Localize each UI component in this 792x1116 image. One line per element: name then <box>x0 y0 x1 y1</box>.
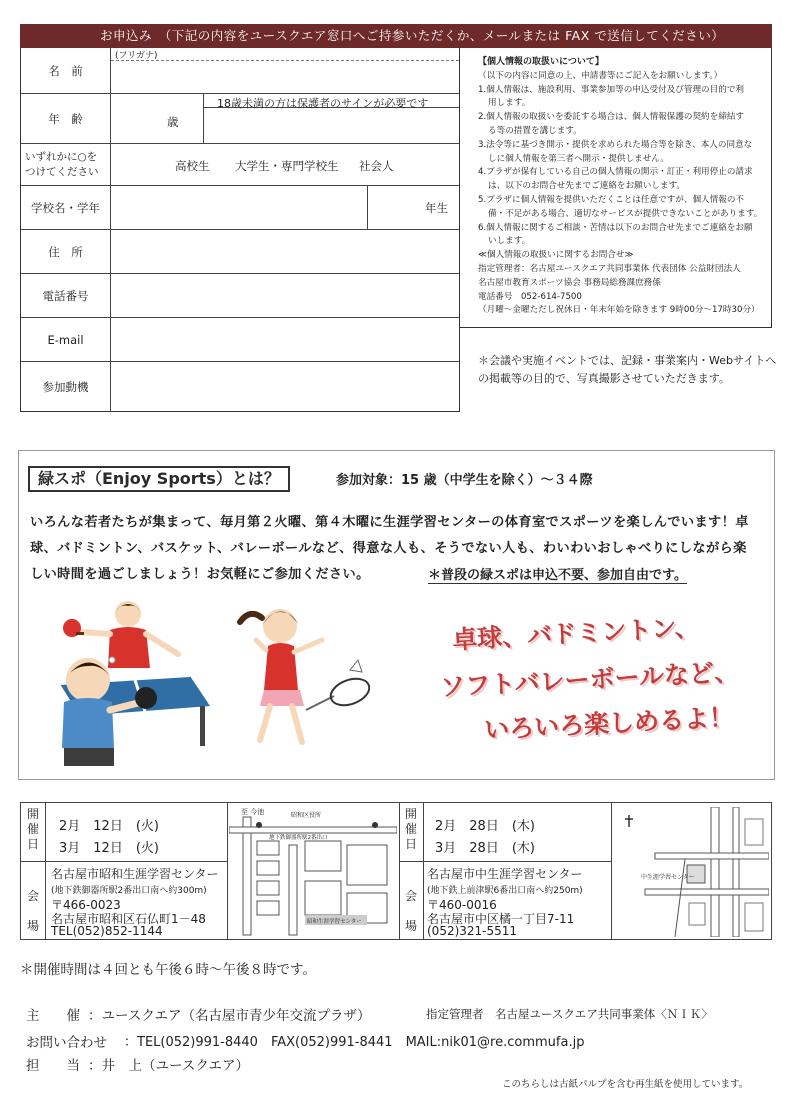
left-venue-zip: 〒466-0023 <box>51 898 121 912</box>
sports-target: 参加対象：15 歳（中学生を除く）～３４際 <box>336 473 593 488</box>
email-label: E-mail <box>21 318 111 361</box>
privacy-item: る等の措置を講じます。 <box>488 125 582 136</box>
manager-text: 指定管理者 名古屋ユースクエア共同事業体〈ＮＩＫ〉 <box>426 1007 713 1021</box>
privacy-item: しに個人情報を第三者へ開示・提供しません。 <box>488 153 669 164</box>
date-label: 開 催 日 <box>26 807 39 851</box>
status-option-worker[interactable]: 社会人 <box>359 159 394 173</box>
contact-label: お問い合わせ <box>26 1035 107 1051</box>
time-note: ＊開催時間は４回とも午後６時～午後８時です。 <box>20 962 316 978</box>
motive-label: 参加動機 <box>21 362 111 411</box>
guardian-signature-area[interactable] <box>204 109 459 143</box>
status-row <box>21 144 459 186</box>
privacy-notice <box>478 56 778 318</box>
right-venue-name: 名古屋市中生涯学習センター <box>427 867 583 881</box>
guardian-note: 18歳未満の方は保護者のサインが必要です <box>217 97 429 110</box>
left-venue-tel: TEL(052)852-1144 <box>51 924 163 938</box>
status-option-university[interactable]: 大学生・専門学校生 <box>235 159 339 173</box>
email-input-area[interactable] <box>111 318 459 361</box>
left-venue-map <box>229 805 397 939</box>
right-venue-map <box>615 807 769 937</box>
privacy-item: 5.プラザに個人情報を提供いただくことは任意ですが、個人情報の不 <box>478 194 745 205</box>
privacy-contact-title: ≪個人情報の取扱いに関するお問合せ≫ <box>478 250 634 261</box>
catchphrase-line: ソフトバレーボールなど、 <box>439 657 740 702</box>
sports-title: 緑スポ（Enjoy Sports）とは？ <box>28 466 290 492</box>
left-venue-name: 名古屋市昭和生涯学習センター <box>51 867 219 881</box>
privacy-contact-line: 指定管理者：名古屋ユースクエア共同事業体 代表団体 公益財団法人 <box>478 263 741 274</box>
privacy-item: 4.プラザが保有している自己の個人情報の開示・訂正・利用停止の請求 <box>478 167 753 178</box>
staff-label: 担 当 <box>26 1058 80 1074</box>
venue-label: 会 場 <box>26 889 39 933</box>
motive-row <box>21 362 459 411</box>
grade-unit: 年生 <box>425 201 448 215</box>
age-label: 年 齢 <box>21 94 111 143</box>
privacy-item: 用します。 <box>488 98 531 109</box>
left-venue-address: 名古屋市昭和区石仏町1－48 <box>51 912 206 926</box>
school-row <box>21 186 459 230</box>
privacy-item: 2.個人情報の取扱いを委託する場合は、個人情報保護の契約を締結す <box>478 112 745 123</box>
address-input-area[interactable] <box>111 230 459 273</box>
privacy-item: 1.個人情報は、施設利用、事業参加等の申込受付及び管理の目的で利 <box>478 84 745 95</box>
sports-free-note: ＊普段の緑スポは申込不要、参加自由です。 <box>428 564 687 584</box>
schedule-table <box>20 802 772 940</box>
privacy-contact-line: 電話番号 052-614-7500 <box>478 291 582 302</box>
host-label: 主 催 <box>26 1008 80 1024</box>
phone-input-area[interactable] <box>111 274 459 317</box>
catchphrase-line: いろいろ楽しめるよ！ <box>483 702 735 745</box>
privacy-item: 3.法令等に基づき開示・提供を求められた場合等を除き、本人の同意な <box>478 139 753 150</box>
status-option-highschool[interactable]: 高校生 <box>175 159 210 173</box>
privacy-intro: （以下の内容に同意の上、申請書等にご記入をお願いします。） <box>478 70 723 81</box>
staff-text: ：井 上（ユースクエア） <box>88 1058 250 1074</box>
contact-text: ：TEL(052)991-8440 FAX(052)991-8441 MAIL:nik01@re.commufa.jp <box>124 1035 585 1050</box>
right-venue-access: (地下鉄上前津駅6番出口南へ約250m) <box>427 886 583 896</box>
privacy-item: 備・不足がある場合、適切なサービスが提供できないことがあります。 <box>488 208 763 219</box>
application-header: お申込み （下記の内容をユースクエア窓口へご持参いただくか、メールまたは FAX で送信してください） <box>20 24 772 48</box>
privacy-item: いします。 <box>488 236 531 247</box>
map-center: 昭和生涯学習センター <box>307 919 362 925</box>
right-date: 2月 28日 (木) <box>435 819 535 834</box>
address-row <box>21 230 459 274</box>
age-row <box>21 94 459 144</box>
phone-label: 電話番号 <box>21 274 111 317</box>
right-venue-tel: (052)321-5511 <box>427 924 518 938</box>
sports-description: いろんな若者たちが集まって、毎月第２火曜、第４木曜に生涯学習センターの体育室でスポーツを楽しんでいます！卓球、バドミントン、バスケット、バレーボールなど、得意な人も、そうでない人も、わいわいおしゃべりにしながら楽しい時間を過ごしましょう！お気軽にご参加ください。 <box>30 515 749 582</box>
table-tennis-illustration <box>50 598 210 768</box>
map-ward-office: 昭和区役所 <box>291 812 322 819</box>
map-top-label: 至 今池 <box>241 808 265 816</box>
map-center-right: 中生涯学習センター <box>641 874 695 881</box>
right-venue-address: 名古屋市中区橘一丁目7-11 <box>427 912 575 926</box>
host-text: ：ユースクエア（名古屋市青少年交流プラザ） <box>88 1008 371 1024</box>
name-row <box>21 48 459 94</box>
left-date: 3月 12日 (火) <box>59 841 159 856</box>
status-label: いずれかに○をつけてください <box>21 144 111 185</box>
badminton-illustration <box>230 600 370 750</box>
name-label: 名 前 <box>21 48 111 93</box>
school-input-area[interactable] <box>111 186 367 229</box>
privacy-contact-line: 名古屋市教育スポーツ協会 事務局総務課庶務係 <box>478 277 661 288</box>
left-venue-access: (地下鉄御器所駅2番出口南へ約300m) <box>51 886 207 896</box>
age-input-area[interactable] <box>111 94 203 143</box>
phone-row <box>21 274 459 318</box>
age-unit: 歳 <box>167 115 179 129</box>
motive-input-area[interactable] <box>111 362 459 411</box>
furigana-label: (フリガナ) <box>115 51 158 61</box>
left-date: 2月 12日 (火) <box>59 819 159 834</box>
right-date: 3月 28日 (木) <box>435 841 535 856</box>
recycled-note: このちらしは古紙パルプを含む再生紙を使用しています。 <box>502 1079 749 1090</box>
photo-note: ＊会議や実施イベントでは、記録・事業案内・Webサイトへの掲載等の目的で、写真撮影させていただきます。 <box>478 354 777 385</box>
email-row <box>21 318 459 362</box>
school-label: 学校名・学年 <box>21 186 111 229</box>
name-input-area[interactable] <box>111 62 459 93</box>
privacy-contact-line: （月曜～金曜ただし祝休日・年末年始を除きます 9時00分～17時30分） <box>478 305 760 316</box>
address-label: 住 所 <box>21 230 111 273</box>
map-station: 地下鉄御器所駅2番出口 <box>269 835 328 841</box>
privacy-item: は、以下のお問合せ先までご連絡をお願いします。 <box>488 181 685 192</box>
application-form <box>20 48 460 412</box>
privacy-title: 【個人情報の取扱いについて】 <box>478 57 604 67</box>
privacy-item: 6.個人情報に関するご相談・苦情は以下のお問合せ先までご連絡をお願 <box>478 222 753 233</box>
right-venue-zip: 〒460-0016 <box>427 898 497 912</box>
catchphrase-line: 卓球、バドミントン、 <box>451 612 701 655</box>
date-label: 開 催 日 <box>404 807 417 851</box>
venue-label: 会 場 <box>404 889 417 933</box>
